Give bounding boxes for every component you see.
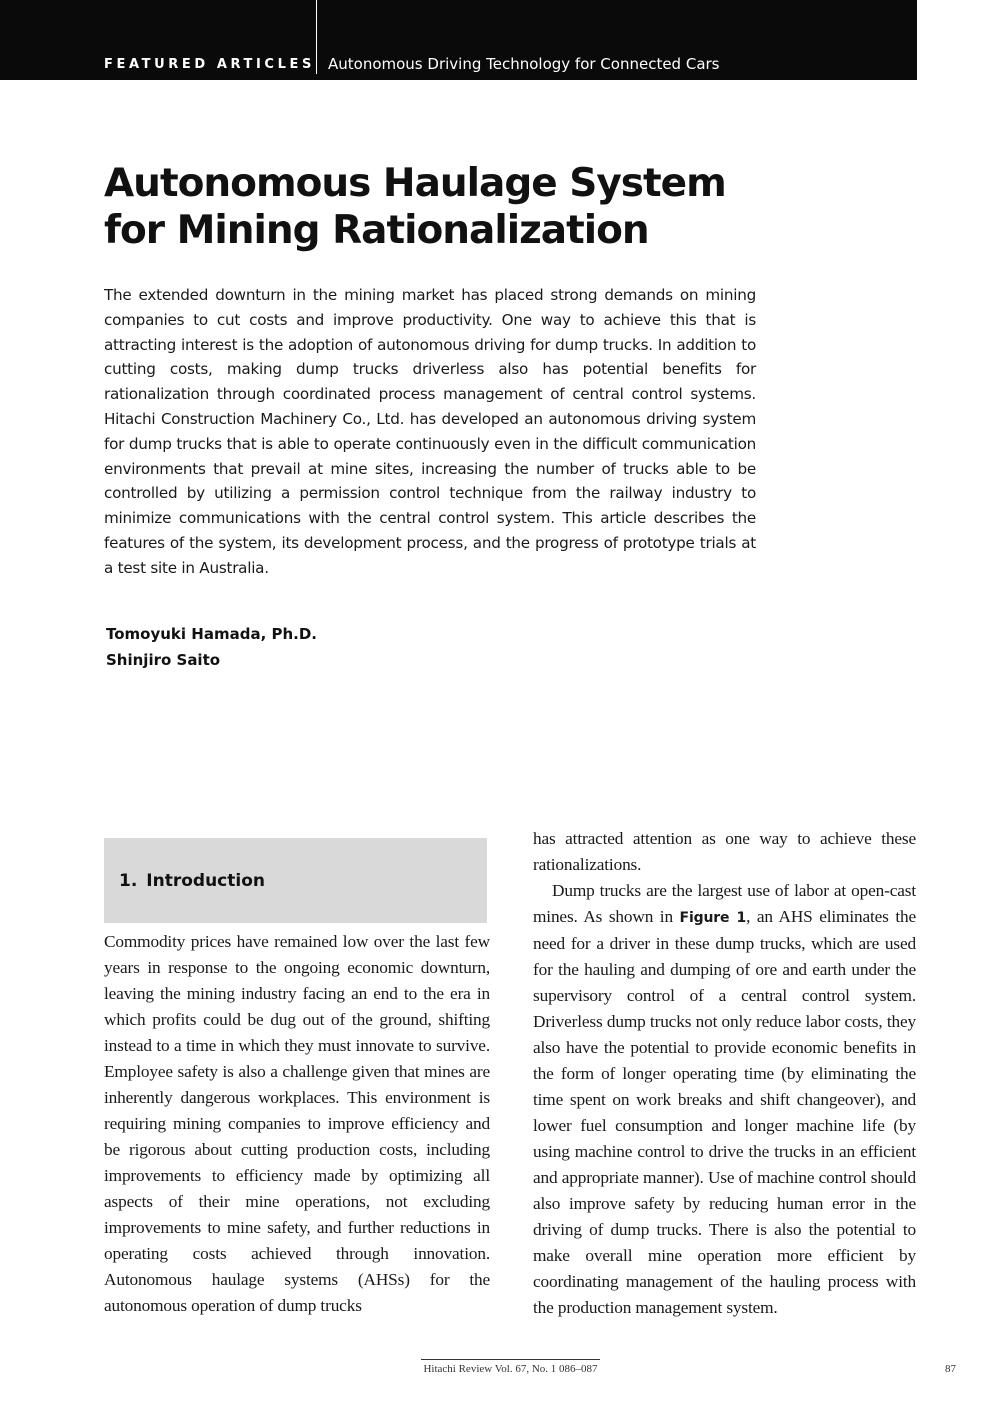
author-name: Shinjiro Saito — [106, 651, 221, 669]
footer-rule — [421, 1359, 600, 1360]
section-number: 1. — [119, 871, 138, 891]
author-list — [106, 621, 317, 673]
article-title — [104, 160, 804, 254]
title-line-1: Autonomous Haulage System — [104, 161, 726, 206]
paragraph-text: Dump trucks are the largest use of labor at open-cast mines. As shown in — [533, 881, 916, 926]
header-bar — [0, 0, 917, 80]
body-paragraph — [533, 878, 916, 1321]
title-line-2: for Mining Rationalization — [104, 208, 649, 253]
body-paragraph: has attracted attention as one way to achieve these rationalizations. — [533, 829, 916, 874]
section-heading-box — [104, 838, 487, 923]
section-heading — [119, 871, 265, 891]
section-title: Introduction — [146, 871, 265, 891]
page-number: 87 — [945, 1363, 956, 1375]
body-column-right — [533, 826, 916, 1321]
journal-citation: Hitachi Review Vol. 67, No. 1 086–087 — [423, 1363, 598, 1375]
body-column-left — [104, 929, 490, 1319]
body-paragraph: Commodity prices have remained low over the last few years in response to the ongoing economic downturn, leaving the mining industry facing an end to the era in which profits could be dug out of the ground, shifting instead to a time in which they must innovate to survive. Employee safety is also a challenge given that mines are inherently dangerous workplaces. This environment is requiring mining companies to improve efficiency and be rigorous about cutting production costs, including improvements to efficiency made by optimizing all aspects of their mine operations, not excluding improvements to mine safety, and further reductions in operating costs achieved through innovation. Autonomous haulage systems (AHSs) for the autonomous operation of dump trucks — [104, 932, 490, 1315]
series-topic: Autonomous Driving Technology for Connected Cars — [328, 55, 720, 73]
figure-reference[interactable]: Figure 1 — [679, 910, 747, 926]
author-name: Tomoyuki Hamada, Ph.D. — [106, 625, 318, 643]
paragraph-text: , an AHS eliminates the need for a driver in these dump trucks, which are used for the hauling and dumping of ore and earth under the supervisory control of a central control system. Driverless dump trucks not only reduce labor costs, they also have the potential to provide economic benefits in the form of longer operating time (by eliminating the time spent on work breaks and shift changeover), and lower fuel consumption and longer machine life (by using machine control to drive the trucks in an efficient and appropriate manner). Use of machine control should also improve safety by reducing human error in the driving of dump trucks. There is also the potential to make overall mine operation more efficient by coordinating management of the hauling process with the production management system. — [533, 907, 917, 1317]
abstract: The extended downturn in the mining market has placed strong demands on mining companies to cut costs and improve productivity. One way to achieve this that is attracting interest is the adoption of autonomous driving for dump trucks. In addition to cutting costs, making dump trucks driverless also has potential benefits for rationalization through coordinated process management of central control systems. Hitachi Construction Machinery Co., Ltd. has developed an autonomous driving system for dump trucks that is able to operate continuously even in the difficult communication environments that prevail at mine sites, increasing the number of trucks able to be controlled by utilizing a permission control technique from the railway industry to minimize communications with the central control system. This article describes the features of the system, its development process, and the progress of prototype trials at a test site in Australia. — [104, 286, 756, 577]
section-label: FEATURED ARTICLES — [104, 57, 315, 72]
header-divider — [316, 0, 317, 74]
